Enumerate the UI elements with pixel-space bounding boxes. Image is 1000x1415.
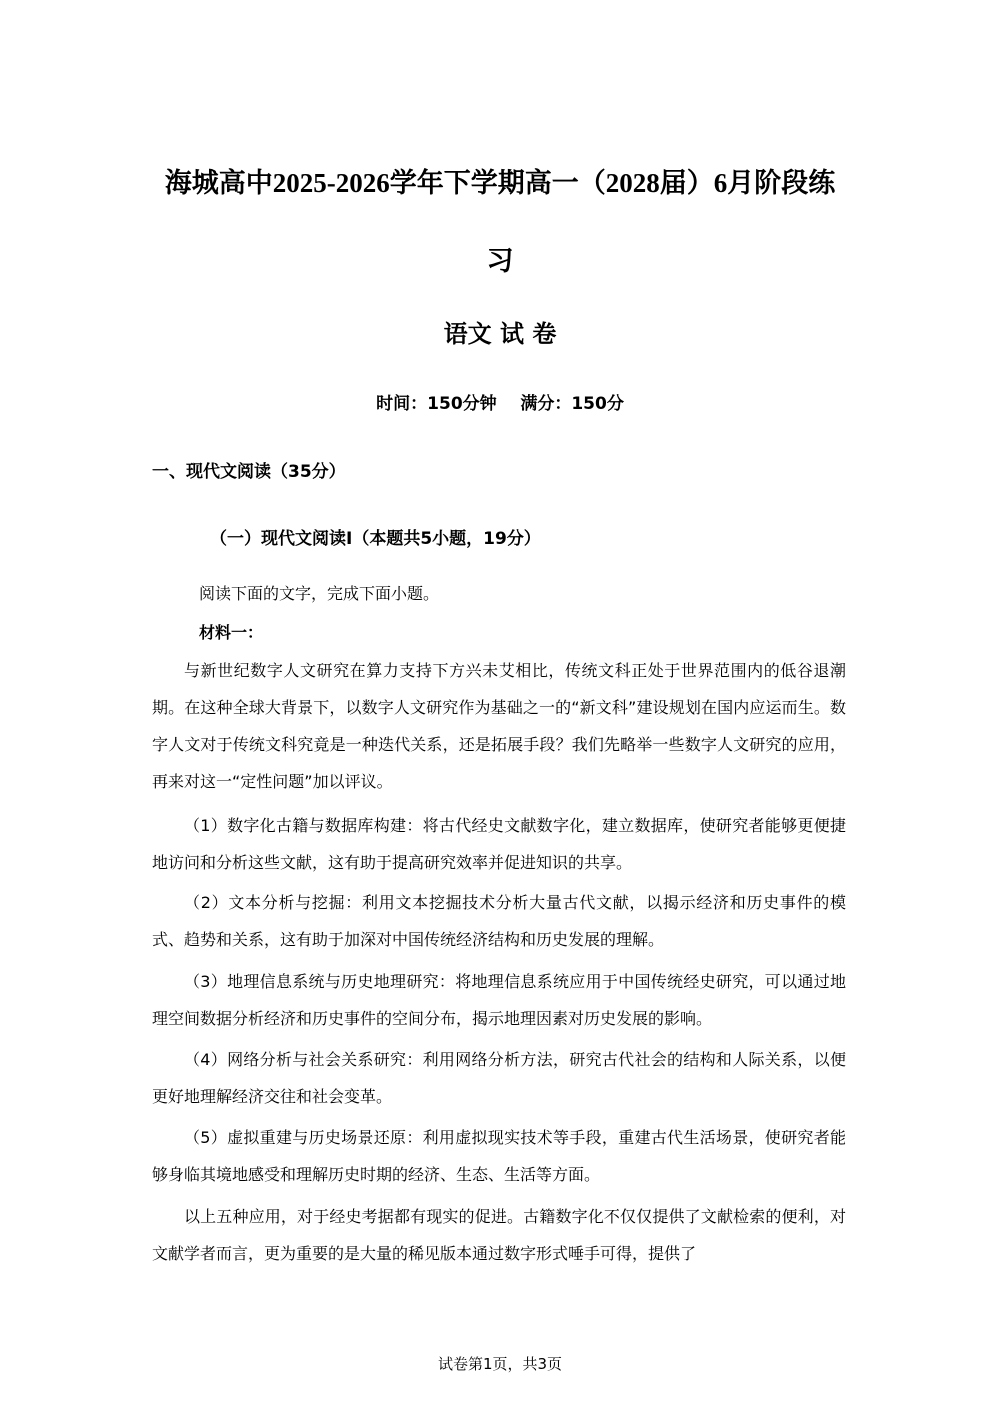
paragraph-item-1: （1）数字化古籍与数据库构建：将古代经史文献数字化，建立数据库，使研究者能够更便捷地访问和分析这些文献，这有助于提高研究效率并促进知识的共享。 [152,816,846,872]
exam-time-and-score: 时间：150分钟 满分：150分 [376,394,624,414]
paragraph-summary: 以上五种应用，对于经史考据都有现实的促进。古籍数字化不仅仅提供了文献检索的便利，对文献学者而言，更为重要的是大量的稀见版本通过数字形式唾手可得，提供了 [152,1207,846,1263]
material-label: 材料一： [199,623,264,642]
exam-subject: 语文 试 卷 [443,320,557,348]
exam-title-line-2: 习 [486,246,514,276]
subsection-heading: （一）现代文阅读Ⅰ（本题共5小题，19分） [210,529,541,549]
paragraph-intro: 与新世纪数字人文研究在算力支持下方兴未艾相比，传统文科正处于世界范围内的低谷退潮期。在这种全球大背景下，以数字人文研究作为基础之一的“新文科”建设规划在国内应运而生。数字人文对于传统文科究竟是一种迭代关系，还是拓展手段？我们先略举一些数字人文研究的应用，再来对这一“定性问题”加以评议。 [152,661,846,791]
reading-instruction: 阅读下面的文字，完成下面小题。 [199,584,440,603]
paragraph-item-5: （5）虚拟重建与历史场景还原：利用虚拟现实技术等手段，重建古代生活场景，使研究者能够身临其境地感受和理解历史时期的经济、生态、生活等方面。 [152,1128,846,1184]
page-footer: 试卷第1页，共3页 [437,1355,563,1373]
paragraph-item-4: （4）网络分析与社会关系研究：利用网络分析方法，研究古代社会的结构和人际关系，以便更好地理解经济交往和社会变革。 [152,1050,846,1106]
paragraph-item-2: （2）文本分析与挖掘：利用文本挖掘技术分析大量古代文献，以揭示经济和历史事件的模式、趋势和关系，这有助于加深对中国传统经济结构和历史发展的理解。 [152,893,846,949]
exam-title-line-1: 海城高中2025-2026学年下学期高一（2028届）6月阶段练 [164,168,836,198]
paragraph-item-3: （3）地理信息系统与历史地理研究：将地理信息系统应用于中国传统经史研究，可以通过地理空间数据分析经济和历史事件的空间分布，揭示地理因素对历史发展的影响。 [152,972,846,1028]
section-heading: 一、现代文阅读（35分） [152,462,346,482]
